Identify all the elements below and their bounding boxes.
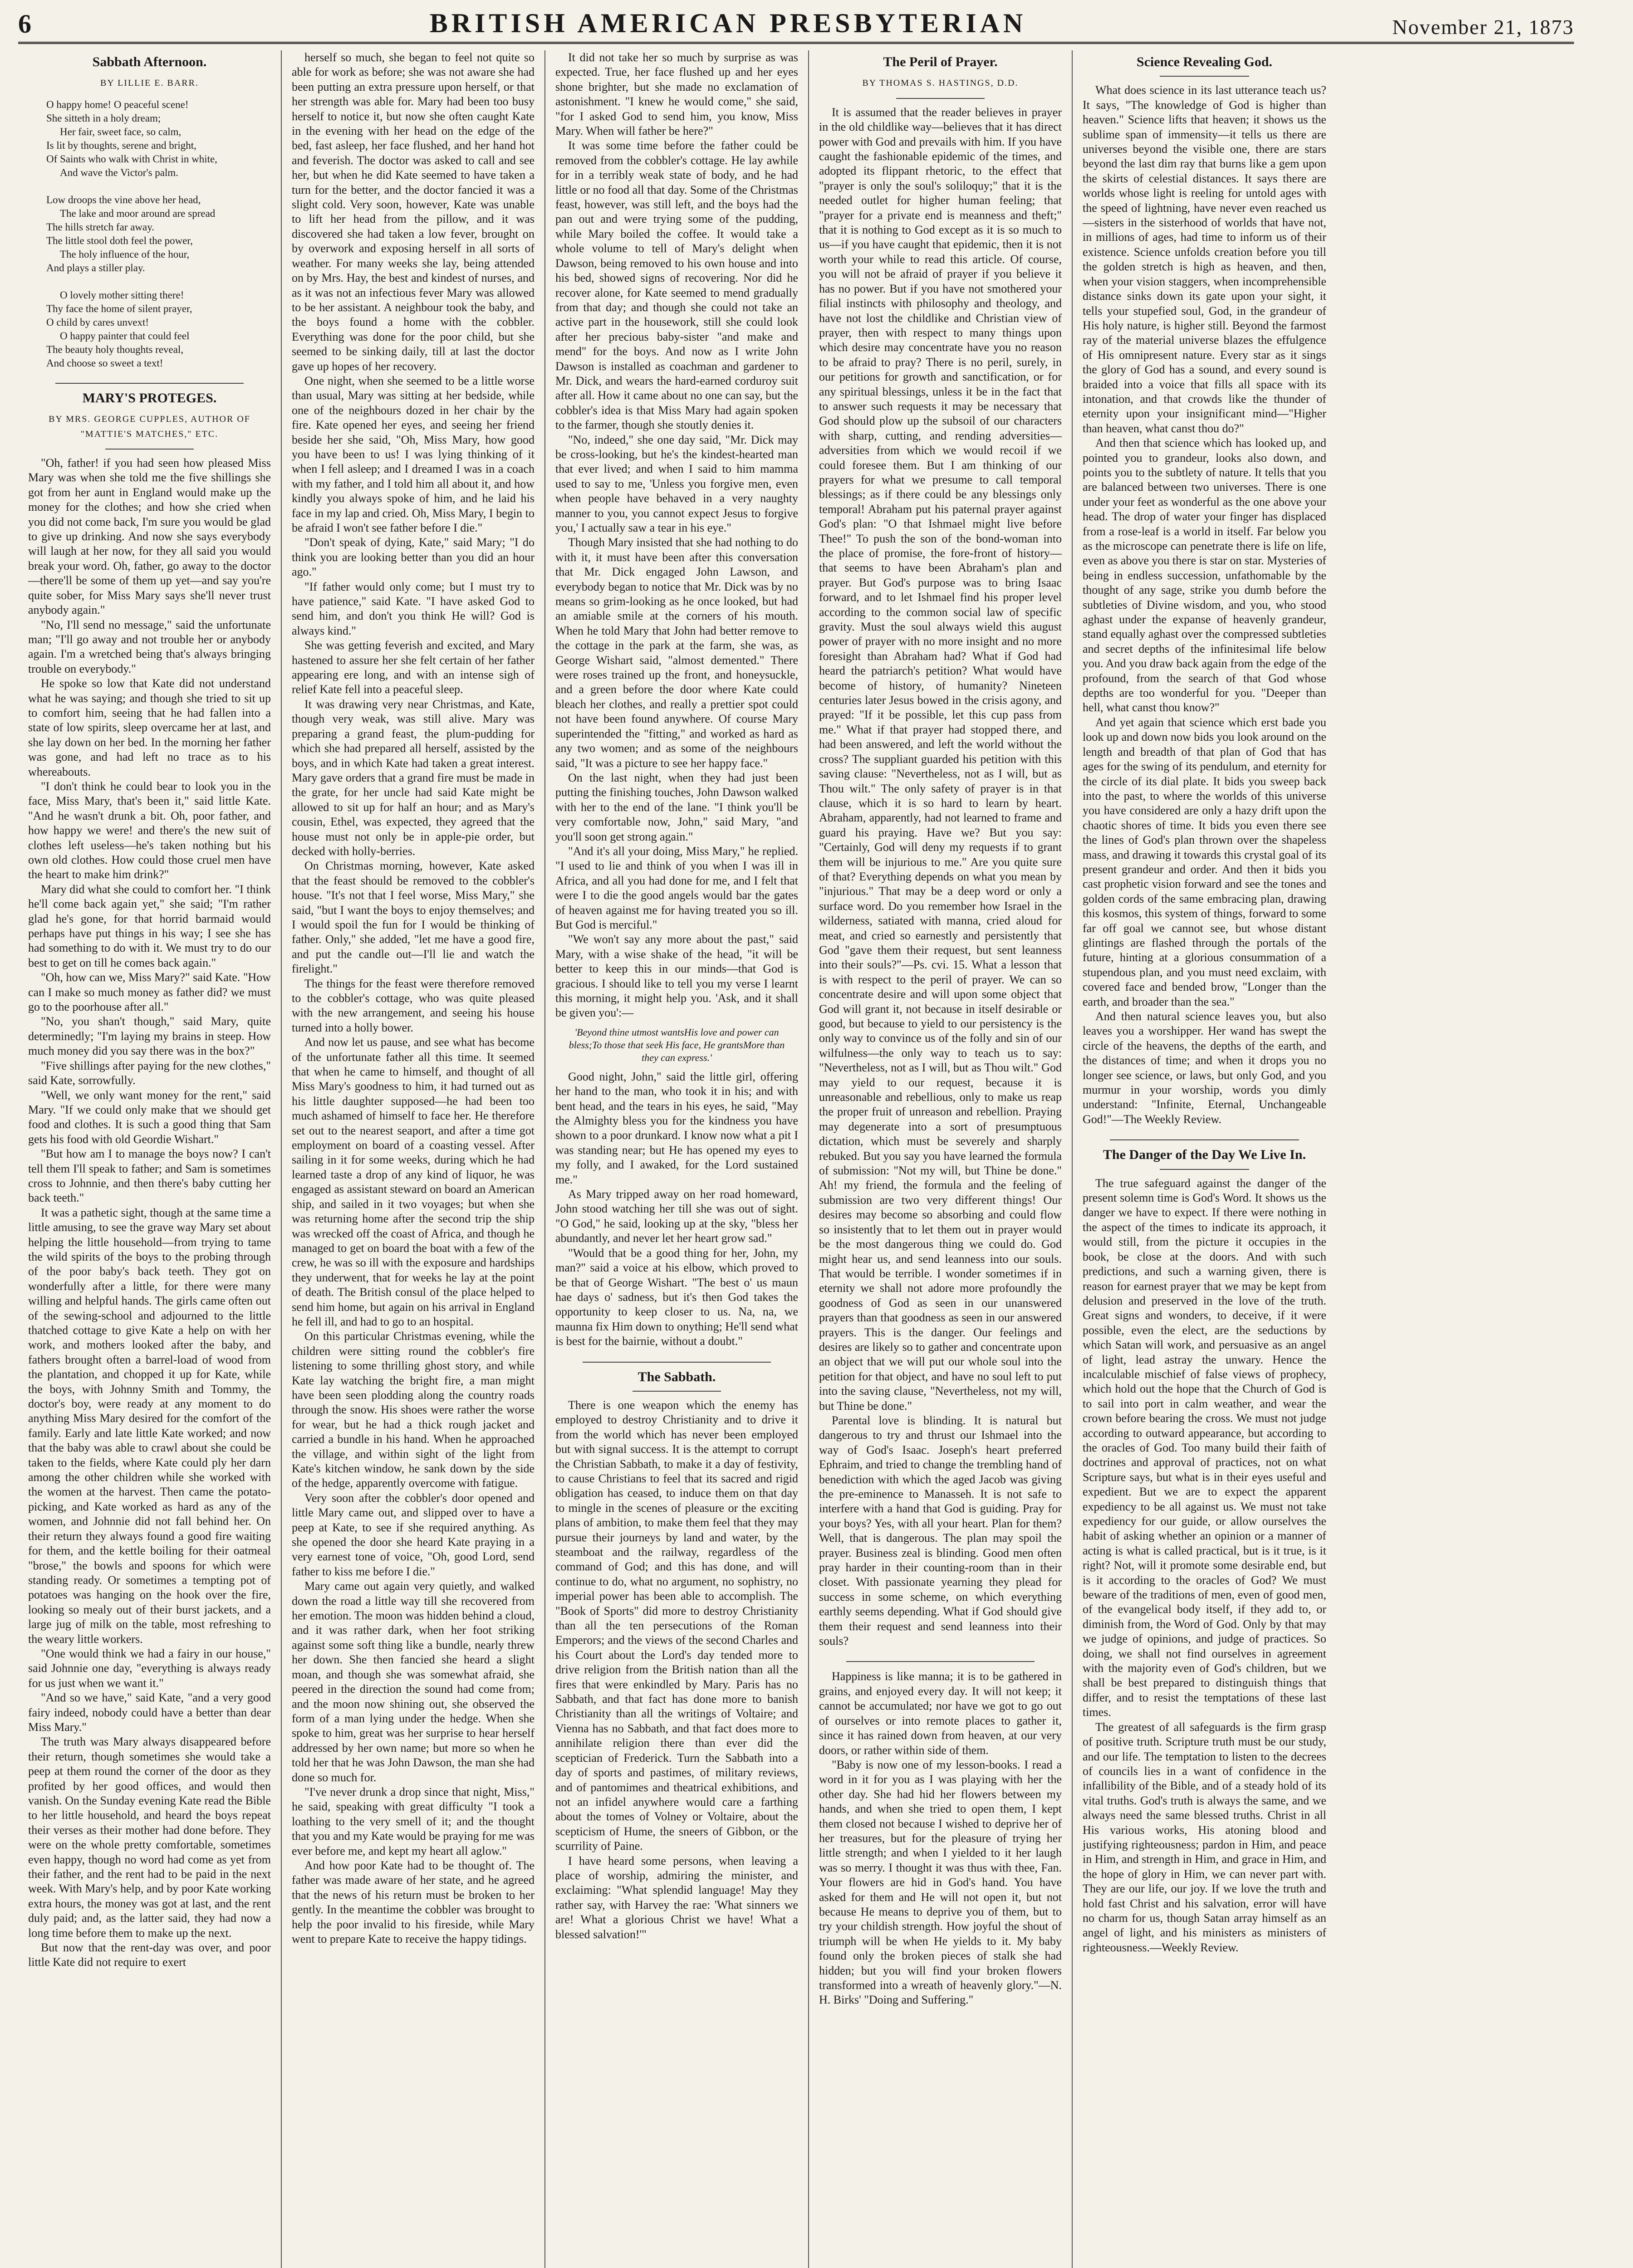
story-conclusion bbox=[555, 50, 798, 1021]
verse-line: Of Saints who walk with Christ in white, bbox=[46, 153, 217, 165]
masthead bbox=[18, 9, 1574, 44]
paragraph: "We won't say any more about the past," said Mary, with a wise shake of the head, "it will be better to keep this in our minds—that God is gracious. I should like to tell you my verse I learnt this morning, it might help you. 'Ask, and it shall be given you':— bbox=[555, 933, 798, 1020]
paragraph: Very soon after the cobbler's door opened and little Mary came out, and slipped over to have a peep at Kate, to see if she required anything. As she opened the door she heard Kate praying in a very earnest tone of voice, "Oh, good Lord, send father to kiss me before I die." bbox=[292, 1491, 535, 1578]
paragraph: The truth was Mary always disappeared before their return, though sometimes she would take a peep at them round the corner of the door as they profited by her good offices, and would then vanish. On the Sunday evening Kate read the Bible to her little household, and heard the boys repeat their verses as their mother had done before. They were on the whole pretty comfortable, sometimes even happy, though no word had come as yet from their father, and the rent had to be paid in the next week. With Mary's help, and by poor Kate working extra hours, the money was got at last, and the rent duly paid; and, as the latter said, they had now a long time before them to make up the next. bbox=[28, 1735, 271, 1940]
divider bbox=[1160, 1169, 1249, 1170]
paragraph: It did not take her so much by surprise as was expected. True, her face flushed up and her eyes shone brighter, but she made no exclamation of astonishment. "I knew he would come," she said, "for I asked God to send him, you know, Miss Mary. When will father be here?" bbox=[555, 51, 798, 138]
danger-article bbox=[1083, 1176, 1326, 1955]
verse-line: And wave the Victor's palm. bbox=[60, 166, 179, 178]
verse-line: O child by cares unvext! bbox=[46, 316, 149, 328]
story-title: MARY'S PROTEGES. bbox=[82, 390, 217, 406]
poem-author: BY LILLIE E. BARR. bbox=[100, 78, 199, 88]
verse-line: And choose so sweet a text! bbox=[46, 357, 163, 369]
verse-line: Thy face the home of silent prayer, bbox=[46, 303, 192, 314]
paragraph: I have heard some persons, when leaving a place of worship, admiring the minister, and exclaiming: "What splendid language! May they rather say, with Harvey the rae: 'What sinners we are! What a glorious Christ we have! What a blessed salvation!'" bbox=[555, 1854, 798, 1941]
paragraph: But now that the rent-day was over, and poor little Kate did not require to exert bbox=[28, 1941, 271, 1969]
verse-line: His love and power can bless; bbox=[569, 1026, 779, 1051]
columns bbox=[18, 50, 1601, 2268]
paragraph: And yet again that science which erst bade you look up and down now bids you look around on the length and breadth of that plan of God that has ages for the swing of its pendulum, and eternity for the circle of its dial plate. It bids you sweep back into the past, to where the worlds of this universe you have considered are only a hazy drift upon the chaotic shores of time. It bids you even there see the lines of God's plan thrown over the shapeless mass, and drawing it towards this crystal goal of its present grandeur and order. And then it bids you cast prophetic vision forward and see the tones and golden cords of the same embracing plan, drawing this kosmos, this system of things, forward to some far off goal we cannot see, but whose distant glintings are flashed through the portals of the future, hinting at a glorious consummation of a stupendous plan, and you must need exclaim, with covered face and bended brow, "Longer than the earth, and broader than the sea." bbox=[1083, 715, 1326, 1008]
verse-line: The little stool doth feel the power, bbox=[46, 235, 193, 246]
verse-line: The lake and moor around are spread bbox=[60, 207, 216, 219]
paragraph: "And it's all your doing, Miss Mary," he replied. "I used to lie and think of you when I was ill in Africa, and all you had done for me, and I felt that were I to die the good angels would bar the gates of heaven against me for having treated you so ill. But God is merciful." bbox=[555, 844, 798, 931]
divider bbox=[633, 1391, 721, 1392]
newspaper-title: BRITISH AMERICAN PRESBYTERIAN bbox=[429, 8, 1027, 38]
hymn-verse bbox=[564, 1026, 789, 1064]
verse-line: The hills stretch far away. bbox=[46, 221, 154, 233]
divider bbox=[1160, 76, 1249, 77]
paragraph: "Well, we only want money for the rent," said Mary. "If we could only make that we should get food and clothes. It is such a good thing that Sam gets his food with old Geordie Wishart." bbox=[28, 1088, 271, 1146]
paragraph: Though Mary insisted that she had nothing to do with it, it must have been after this conversation that Mr. Dick engaged John Lawson, and everybody began to notice that Mr. Dick was by no means so grim-looking as he once looked, but had an amiable smile at the corners of his mouth. When he told Mary that John had better remove to the cottage in the park at the farm, she was, as George Wishart said, "almost demented." There were roses trained up the front, and honeysuckle, and a green before the door where Kate could bleach her clothes, and really a prettier spot could not have been found anywhere. Of course Mary superintended the "fitting," and worked as hard as any two women; and as some of the neighbours said, "It was a picture to see her happy face." bbox=[555, 536, 798, 770]
verse-line: O happy home! O peaceful scene! bbox=[46, 98, 189, 110]
verse-line: More than they can express.' bbox=[642, 1039, 785, 1063]
column-3 bbox=[545, 50, 809, 2268]
paragraph: The greatest of all safeguards is the firm grasp of positive truth. Scripture truth must be our study, and our life. The temptation to listen to the decrees of councils lies in a want of confidence in the infallibility of the Bible, and of a steady hold of its vital truths. God's truth is always the same, and we always need the same blessed truths. Christ in all His various works, His atoning blood and justifying righteousness; pardon in Him, and peace in Him, and strength in Him, and grace in Him, and the hope of glory in Him, we can never part with. They are our life, our joy. If we love the truth and hold fast Christ and his salvation, error will have no charm for us, though Satan array himself as an angel of light, and his ministers as ministers of righteousness.—Weekly Review. bbox=[1083, 1720, 1326, 1954]
paragraph: Parental love is blinding. It is natural but dangerous to try and thrust our Ishmael into the way of God's Isaac. Joseph's heart preferred Ephraim, and tried to change the trembling hand of benediction with which the aged Jacob was giving the pre-eminence to Manasseh. It is not safe to interfere with a hand that God is guiding. Pray for your boys? Yes, with all your heart. Plan for them? Well, that is dangerous. The plan may spoil the prayer. Business zeal is blinding. Good men often pray harder in their counting-room than in their closet. With passionate yearning they plead for success in some scheme, on which everything earthly seems depending. What if God should give them their request and send leanness into their souls? bbox=[819, 1413, 1062, 1648]
paragraph: And then that science which has looked up, and pointed you to grandeur, looks also down, and points you to the subtlety of nature. It tells that you are balanced between two universes. There is one under your feet as wonderful as the one above your head. The drop of water your finger has displaced from a rose-leaf is a world in itself. Far below you as the microscope can penetrate there is life on life, even as above you there is star on star. Mysteries of being in endless succession, unfathomable by the thought of any sage, strike you dumb before the subtleties of Divine wisdom, and you, who stood aghast under the expanse of heavenly grandeur, stand equally aghast over the compressed subtleties and secret depths of the infinitesimal life below you. And you draw back again from the edge of the profound, from the search of that God whose depths are too wonderful for you. "Deeper than hell, what canst thou know?" bbox=[1083, 436, 1326, 714]
paragraph: "Oh, father! if you had seen how pleased Miss Mary was when she told me the five shillings she got from her aunt in England would make up the money for the clothes; and how she cried when you did not come back, I'm sure you would be glad to give up drinking. And now she says everybody will laugh at her now, for they all said you would break your word. Oh, father, go away to the doctor—there'll be some of them up yet—and say you're quite sober, for Miss Mary says she'll never trust anybody again." bbox=[28, 456, 271, 617]
verse-line bbox=[46, 275, 271, 288]
divider bbox=[583, 1362, 771, 1363]
verse-line: O happy painter that could feel bbox=[60, 330, 190, 342]
paragraph: "No, I'll send no message," said the unfortunate man; "I'll go away and not trouble her or anybody again. I'm a wretched being that's always bringing trouble on everybody." bbox=[28, 618, 271, 675]
paragraph: There is one weapon which the enemy has employed to destroy Christianity and to drive it from the world which has never been employed but with signal success. It is the attempt to corrupt the Christian Sabbath, to make it a day of festivity, to cause Christians to feel that its sacred and rigid obligation has ceased, to induce them on that day to mingle in the scenes of pleasure or the exciting plans of ambition, to make them feel that they may pursue their journeys by land and water, by the steamboat and the railway, regardless of the command of God; and this has done, and will continue to do, what no argument, no sophistry, no imperial power has been able to accomplish. The "Book of Sports" did more to destroy Christianity than all the ten persecutions of the Roman Emperors; and the views of the second Charles and his Court about the Lord's day tended more to drive religion from the British nation than all the fires that were enkindled by Mary. Paris has no Sabbath, and that fact has done more to banish Christianity than all the writings of Voltaire; and Vienna has no Sabbath, and that fact does more to annihilate religion there than ever did the sceptician of Frederick. Turn the Sabbath into a day of sports and pastimes, of military reviews, and of pantomimes and theatrical exhibitions, and not an infidel anywhere would care a farthing about the tomes of Volney or Voltaire, about the scepticism of Hume, the sneers of Gibbon, or the scurrility of Paine. bbox=[555, 1398, 798, 1853]
verse-line: 'Beyond thine utmost wants bbox=[574, 1026, 684, 1038]
science-title: Science Revealing God. bbox=[1136, 54, 1273, 69]
page-number: 6 bbox=[18, 9, 31, 39]
story-body bbox=[28, 456, 271, 1970]
short-items bbox=[819, 1669, 1062, 2007]
paragraph: "No, indeed," she one day said, "Mr. Dick may be cross-looking, but he's the kindest-hearted man that ever lived; and when I said to him mamma used to say to me, 'Unless you forgive men, even when people have behaved in a very naughty manner to you, you cannot expect Jesus to forgive you,' I actually saw a tear in his eye." bbox=[555, 433, 798, 534]
paragraph: "No, you shan't though," said Mary, quite determinedly; "I'm laying my brains in steep. How much money did you say there was in the box?" bbox=[28, 1015, 271, 1058]
paragraph: herself so much, she began to feel not quite so able for work as before; she was not aware she had been putting an extra pressure upon herself, or that her strength was able for. Mary had been too busy herself to notice it, but now she often caught Kate in the evening with her head on the edge of the bed, fast asleep, her face flushed, and her hand hot and feverish. The doctor was asked to call and see her, but when he did Kate seemed to have taken a turn for the better, and the doctor fancied it was a slight cold. Very soon, however, Kate was unable to lift her head from the pillow, and it was discovered she had taken a low fever, brought on by overwork and exposing herself in all sorts of weather. For many weeks she lay, being attended on by Mrs. Hay, the best and kindest of nurses, and as it was not an infectious fever Mary was allowed to be her assistant. A neighbour took the baby, and the boys found a home with the cobbler. Everything was done for the poor child, but she seemed to be sinking daily, till at last the doctor gave up hopes of her recovery. bbox=[292, 51, 535, 373]
paragraph: As Mary tripped away on her road homeward, John stood watching her till she was out of sight. "O God," he said, looking up at the sky, "bless her abundantly, and never let her heart grow sad." bbox=[555, 1188, 798, 1245]
peril-title: The Peril of Prayer. bbox=[883, 54, 998, 69]
story-ending bbox=[555, 1070, 798, 1349]
paragraph: On Christmas morning, however, Kate asked that the feast should be removed to the cobbler's house. "It's not that I feel worse, Miss Mary," she said, "but I want the boys to enjoy themselves; and I would spoil the fun for I would be thinking of father. Only," she added, "let me have a good fire, and put the candle out—I'll lie and watch the firelight." bbox=[292, 859, 535, 976]
poem-title: Sabbath Afternoon. bbox=[92, 54, 207, 69]
verse-line: She sitteth in a holy dream; bbox=[46, 112, 161, 124]
paragraph: He spoke so low that Kate did not understand what he was saying; and though she tried to sit up to comfort him, seeing that he had fallen into a state of low spirits, sleep overcame her at last, and she lay down on her bed. In the morning her father was gone, and had left no trace as to his whereabouts. bbox=[28, 677, 271, 778]
paragraph: "And so we have," said Kate, "and a very good fairy indeed, nobody could have a better than dear Miss Mary." bbox=[28, 1691, 271, 1734]
paragraph: "Five shillings after paying for the new clothes," said Kate, sorrowfully. bbox=[28, 1059, 271, 1087]
verse-line: Is lit by thoughts, serene and bright, bbox=[46, 139, 196, 151]
verse-line: The beauty holy thoughts reveal, bbox=[46, 343, 184, 355]
paragraph: And now let us pause, and see what has become of the unfortunate father all this time. It seemed that when he came to himself, and thought of all Miss Mary's goodness to him, it had turned out as his little daughter supposed—he had been too much ashamed of himself to face her. He therefore set out to the nearest seaport, and after a time got employment on board of a coasting vessel. After sailing in it for some weeks, during which he had learned taste a drop of any kind of liquor, he was engaged as assistant steward on board an American ship, and sailed in it two voyages; but when she was returning home after the second trip the ship was wrecked off the coast of Africa, and though he managed to get on board the boat with a few of the crew, he was so ill with the exposure and hardships they underwent, that for weeks he lay at the point of death. The British consul of the place helped to send him home, but again on his arrival in England he fell ill, and had to go to an hospital. bbox=[292, 1036, 535, 1328]
paragraph: "But how am I to manage the boys now? I can't tell them I'll speak to father; and Sam is sometimes cross to Johnnie, and then there's baby cutting her back teeth." bbox=[28, 1147, 271, 1205]
divider bbox=[105, 449, 194, 450]
paragraph: "Baby is now one of my lesson-books. I read a word in it for you as I was playing with her the other day. She had hid her flowers between my hands, and when she tried to open them, I kept them closed not because I wished to deprive her of her treasures, but for the pleasure of trying her little strength; and when I yielded to it her laugh was so merry. I thought it was thus with thee, Fan. Your flowers are hid in God's hand. You have asked for them and He will not open it, but not because He means to deprive you of them, but to try your childish strength. How joyful the shout of triumph will be when He yields to it. My baby found only the broken pieces of stalk she had hidden; but you will find your broken flowers transformed into a wreath of heavenly glory."—N. H. Birks' "Doing and Suffering." bbox=[819, 1758, 1062, 2007]
poem-body bbox=[46, 98, 271, 370]
sabbath-title: The Sabbath. bbox=[638, 1369, 716, 1384]
paragraph: "One would think we had a fairy in our house," said Johnnie one day, "everything is always ready for us just when we want it." bbox=[28, 1647, 271, 1690]
paragraph: What does science in its last utterance teach us? It says, "The knowledge of God is higher than heaven." Science lifts that heaven; it shows us the sublime span of immensity—it tells us there are universes beyond the visible one, there are stars beyond the last dim ray that burns like a gem upon the skirts of celestial distances. It says there are worlds whose light is reeling for untold ages with the speed of lightning, have never even reached us—sisters in the sisterhood of worlds that have not, in millions of ages, had time to inform us of their existence. Science unfolds creation before you till the golden stretch is high as heaven, and then, when your vision staggers, when incomprehensible distance sinks down its gate upon your sight, it tells your stupefied soul, God, in the grandeur of His holy nature, is higher still. Beyond the farmost ray of the material universe blazes the effulgence of His omnipresent nature. Every star as it sings the glory of God has a sound, and every sound is braided into a voice that fills all space with its intonation, and that crowds like the thunder of eternity upon your insignificant mind—"Higher than heaven, what canst thou do?" bbox=[1083, 83, 1326, 435]
divider bbox=[55, 383, 244, 384]
peril-author: BY THOMAS S. HASTINGS, D.D. bbox=[862, 78, 1019, 88]
paragraph: The things for the feast were therefore removed to the cobbler's cottage, who was quite pleased with the new arrangement, and seeing his house turned into a holly bower. bbox=[292, 977, 535, 1034]
paragraph: "I've never drunk a drop since that night, Miss," he said, speaking with great difficulty "I took a loathing to the very smell of it; and the thought that you and my Kate would be praying for me was ever before me, and kept my heart all aglow." bbox=[292, 1785, 535, 1857]
column-2 bbox=[282, 50, 545, 2268]
column-1 bbox=[18, 50, 282, 2268]
story-author: BY MRS. GEORGE CUPPLES, AUTHOR OF "MATTIE'S MATCHES," ETC. bbox=[49, 414, 250, 439]
paragraph: The true safeguard against the danger of the present solemn time is God's Word. It shows us the danger we have to expect. If there were nothing in the aspect of the times to indicate its approach, it would still, from the picture it occupies in the book, be close at the doors. And with such predictions, and such a warning given, there is reason for earnest prayer that we may be kept from delusion and preserved in the love of the truth. Great signs and wonders, to deceive, if it were possible, even the elect, are the seductions by which Satan will work, and persuasive as an angel of light, lead astray the unwary. Hence the incalculable mischief of false views of prophecy, which hold out the hope that the Church of God is to sail into port in calm weather, and wear the crown before bearing the cross. We must not judge according to outward appearance, but according to the oracles of God. Too many build their faith of doctrines and approval of practices, not on what Scripture says, but what is in their eyes useful and expedient. But we are to expect the apparent expediency to be all against us. We must not take expediency for our guide, or allow ourselves the habit of asking whether an opinion or a manner of acting is what is called practical, but is it true, is it right? Not, will it promote some desirable end, but is it according to the oracles of God? We must beware of the traditions of men, even of good men, of the evangelical body itself, if they add to, or diminish from, the Word of God. Only by that may we judge of opinions, and judge of practices. So doing, we shall not find ourselves in agreement with the majority even of God's children, but we shall be best prepared to distinguish things that differ, and to resist the temptations of these last times. bbox=[1083, 1176, 1326, 1719]
paragraph: Happiness is like manna; it is to be gathered in grains, and enjoyed every day. It will not keep; it cannot be accumulated; nor have we got to go out of ourselves or into remote places to gather it, since it has rained down from heaven, at our very doors, or rather within side of them. bbox=[819, 1670, 1062, 1757]
verse-line: To those that seek His face, He grants bbox=[592, 1039, 743, 1051]
verse-line: O lovely mother sitting there! bbox=[60, 289, 184, 301]
verse-line: Her fair, sweet face, so calm, bbox=[60, 126, 181, 137]
science-article bbox=[1083, 83, 1326, 1127]
story-continued bbox=[292, 50, 535, 1946]
paragraph: Mary came out again very quietly, and walked down the road a little way till she recovered from her emotion. The moon was hidden behind a cloud, and it was rather dark, when her foot striking against some soft thing like a bundle, nearly threw her down. She then fancied she heard a slight moan, and though she was somewhat afraid, she peered in the direction the sound had come from; and the moon now shining out, she observed the form of a man lying under the hedge. When she spoke to him, great was her surprise to hear herself addressed by her own name; but more so when he told her that he was John Dawson, the man she had done so much for. bbox=[292, 1579, 535, 1784]
issue-date: November 21, 1873 bbox=[1392, 15, 1574, 39]
paragraph: It was a pathetic sight, though at the same time a little amusing, to see the grave way Mary set about helping the little household—from trying to tame the wild spirits of the boys to the probing through of the poor baby's back teeth. They got on wonderfully after a little, for there were many willing and helpful hands. The girls came often out of the sewing-school and adjourned to the little thatched cottage to give Kate a help on with her work, and mothers looked after the baby, and fathers brought often a barrel-load of wood from the plantation, and chopped it up for Kate, while the boys, with Johnny Smith and Tommy, the doctor's boy, were ready at any moment to do anything Miss Mary desired for the comfort of the family. Early and late little Kate worked; and now that the baby was able to crawl about she could be taken to the fields, where Kate could ply her darn among the other children while she worked with the women at the harvest. Then came the potato-picking, and Kate worked as hard as any of the women, and Johnnie did not fall behind her. On their return they always found a good fire waiting for them, and the kettle boiling for their oatmeal "brose," the bowls and spoons for which were standing ready. Or sometimes a tempting pot of potatoes was hanging on the hook over the fire, looking so mealy out of their burst jackets, and a large jug of milk on the table, most refreshing to the weary little workers. bbox=[28, 1206, 271, 1646]
paragraph: On the last night, when they had just been putting the finishing touches, John Dawson walked with her to the end of the lane. "I think you'll be very comfortable now, John," said Mary, "and you'll soon get strong again." bbox=[555, 771, 798, 843]
paragraph: It is assumed that the reader believes in prayer in the old childlike way—believes that it has direct power with God and prevails with him. If you have caught the fashionable epidemic of the times, and adopted its flippant rhetoric, to the effect that "prayer is only the soul's soliloquy;" that it is the needed outlet for higher human feeling; that "prayer for a private end is meanness and theft;" that it is nothing to God except as it is so much to us—if you have caught that epidemic, then it is not worth your while to read this article. Of course, you will not be afraid of prayer if you believe it has no power. But if you have not smothered your filial instincts with philosophy and theology, and have not lost the childlike and Christian view of prayer, then with respect to many things upon which desire may concentrate have you no reason to be afraid to pray? There is no peril, surely, in our petitions for growth and sanctification, or for any spiritual blessings, unless it be in the fact that to answer such requests it may be necessary that God should plow up the subsoil of our characters with sharp, cutting, and rending adversities—adversities from which we would recoil if we could foresee them. But I am thinking of our prayers for what we presume to call temporal blessings; as if there could be any blessings only temporal! Abraham put his paternal prayer against God's plan: "O that Ishmael might live before Thee!" To push the son of the bond-woman into the place of promise, the fore-front of history—that seems to have been Abraham's plan and prayer. But God's purpose was to bring Isaac forward, and to let Ishmael find his proper level according to the common social law of specific gravity. Must the soul always wield this august power of prayer with no more insight and no more foresight than Abraham had? What if God had heard the patriarch's petition? What would have become of history, of humanity? Nineteen centuries later Jesus bowed in the crisis agony, and prayed: "If it be possible, let this cup pass from me." What if that prayer had stopped there, and had been answered, and left the world without the cross? The suppliant guarded his petition with this saving clause: "Nevertheless, not as I will, but as Thou wilt." The only safety of prayer is in that clause, which it is so hard to learn by heart. Abraham, apparently, had not learned to frame and guard his praying. Have we? But you say: "Certainly, God will deny my requests if to grant them will be injurious to me." Are you quite sure of that? Everything depends on what you mean by "injurious." That may be a deep word or only a surface word. Do you remember how Israel in the wilderness, satiated with manna, cried aloud for meat, and cried so earnestly and persistently that God "gave them their request, but sent leanness into their souls?"—Ps. cvi. 15. What a lesson that is with respect to the peril of prayer. We can so concentrate desire and will upon some object that God will grant it, not because in itself desirable or good, but because to yield to our persistency is the only way to convince us of the folly and sin of our wilfulness—the only way to teach us to say: "Nevertheless, not as I will, but as Thou wilt." God may yield to our request, because it is unreasonable and rebellious, only to make us reap the proper fruit of unreason and rebellion. Praying may degenerate into a sort of presumptuous dictation, which must be severely and sharply rebuked. But you say you have learned the formula of submission: "Not my will, but Thine be done." Ah! my friend, the formula and the feeling of submission are two very different things! Our desires may become so absorbing and could flow so insistently that to let them out in prayer would be the most dangerous thing we could do. God might hear us, and send leanness into our souls. That would be terrible. I wonder sometimes if in eternity we shall not adore more profoundly the goodness of God as seen in our unanswered prayers than that goodness as seen in our answered prayers. This is the danger. Our feelings and desires are likely so to gather and concentrate upon an object that we will put our whole soul into the petition for that object, and have no soul left to put into the saving clause, "Nevertheless, not my will, but Thine be done." bbox=[819, 105, 1062, 1413]
paragraph: It was some time before the father could be removed from the cobbler's cottage. He lay awhile for in a terribly weak state of body, and he had little or no food all that day. Some of the Christmas feast, however, was still left, and the boys had the pan out and were trying some of the pudding, while Mary boiled the coffee. It would take a whole volume to tell of Mary's delight when Dawson, being removed to his own house and into his bed, showed signs of recovering. Nor did he recover alone, for Kate seemed to mend gradually from that day; and though she could not take an active part in the housework, still she could look after her precious baby-sister "and make and mend" for the boys. And now as I write John Dawson is installed as coachman and gardener to Mr. Dick, and wears the hard-earned corduroy suit after all. How it came about no one can say, but the cobbler's idea is that Miss Mary had again spoken to the farmer, though she stoutly denies it. bbox=[555, 139, 798, 432]
danger-title: The Danger of the Day We Live In. bbox=[1103, 1147, 1306, 1163]
paragraph: And how poor Kate had to be thought of. The father was made aware of her state, and he agreed that the news of his return must be broken to her gently. In the meantime the cobbler was brought to help the poor invalid to his fireside, while Mary went to prepare Kate to receive the happy tidings. bbox=[292, 1858, 535, 1945]
verse-line: And plays a stiller play. bbox=[46, 262, 145, 274]
paragraph: "Would that be a good thing for her, John, my man?" said a voice at his elbow, which proved to be that of George Wishart. "The best o' us maun hae days o' sadness, but it's then God takes the opportunity to keep closer to us. Na, na, we maunna fix Him down to onything; He'll send what is best for the bairnie, without a doubt." bbox=[555, 1246, 798, 1348]
paragraph: "If father would only come; but I must try to have patience," said Kate. "I have asked God to send him, and don't you think He will? God is always kind." bbox=[292, 580, 535, 637]
column-4 bbox=[809, 50, 1073, 2268]
divider bbox=[1110, 1139, 1299, 1140]
sabbath-article bbox=[555, 1398, 798, 1942]
paragraph: Mary did what she could to comfort her. "I think he'll come back again yet," she said; "I'm rather glad he's gone, for that horrid barmaid would perhaps have put things in his way; I see she has had something to do with it. We must try to do our best to get on till he comes back again." bbox=[28, 882, 271, 969]
peril-article bbox=[819, 105, 1062, 1649]
column-5 bbox=[1073, 50, 1336, 2268]
verse-line bbox=[46, 180, 271, 193]
verse-line: Low droops the vine above her head, bbox=[46, 194, 201, 205]
divider bbox=[846, 1661, 1035, 1662]
paragraph: One night, when she seemed to be a little worse than usual, Mary was sitting at her bedside, while one of the neighbours dozed in her chair by the fire. Kate opened her eyes, and seeing her friend beside her she said, "Oh, Miss Mary, how good you have been to us! I was lying thinking of it when I fell asleep; and I dreamed I was in a coach with my father, and I told him all about it, and how kindly you always spoke of him, and he laid his face in my lap and cried. Oh, Miss Mary, I begin to be afraid I won't see father before I die." bbox=[292, 374, 535, 534]
divider bbox=[896, 98, 985, 99]
paragraph: On this particular Christmas evening, while the children were sitting round the cobbler's fire listening to some thrilling ghost story, and while Kate lay watching the bright fire, a man might have been seen plodding along the country roads through the snow. His shoes were rather the worse for wear, but he had a thick rough jacket and carried a bundle in his hand. When he approached the village, and within sight of the light from Kate's kitchen window, he sank down by the side of the hedge, apparently overcome with fatigue. bbox=[292, 1330, 535, 1490]
paragraph: "I don't think he could bear to look you in the face, Miss Mary, that's been it," said little Kate. "And he wasn't drunk a bit. Oh, poor father, and how happy we were! and there's the new suit of clothes left useless—he's taken nothing but his own old clothes. How could those cruel men have the heart to make him drink?" bbox=[28, 779, 271, 881]
paragraph: Good night, John," said the little girl, offering her hand to the man, who took it in his; and with bent head, and the tears in his eyes, he said, "May the Almighty bless you for the kindness you have shown to a poor drunkard. I know now what a pit I was standing near; but He has opened my eyes to my folly, and I awaked, for the Lord sustained me." bbox=[555, 1070, 798, 1186]
verse-line: The holy influence of the hour, bbox=[60, 248, 190, 260]
paragraph: "Oh, how can we, Miss Mary?" said Kate. "How can I make so much money as father did? we must go to the poorhouse after all." bbox=[28, 971, 271, 1014]
paragraph: "Don't speak of dying, Kate," said Mary; "I do think you are looking better than you did an hour ago." bbox=[292, 536, 535, 579]
paragraph: She was getting feverish and excited, and Mary hastened to assure her she felt certain of her father appearing ere long, and with an intense sigh of relief Kate fell into a peaceful sleep. bbox=[292, 639, 535, 696]
paragraph: And then natural science leaves you, but also leaves you a worshipper. Her wand has swept the circle of the heavens, the depths of the earth, and the distances of time; and when it drops you no longer see science, or laws, but only God, and you murmur in your worship, words you dimly understand: "Infinite, Eternal, Unchangeable God!"—The Weekly Review. bbox=[1083, 1010, 1326, 1126]
paragraph: It was drawing very near Christmas, and Kate, though very weak, was still alive. Mary was preparing a grand feast, the plum-pudding for which she had prepared all herself, assisted by the boys, and in which Kate had taken a great interest. Mary gave orders that a grand fire must be made in the grate, for her uncle had said Kate might be allowed to sit up for half an hour; and as Mary's cousin, Ethel, was expected, they agreed that the house must not only be in apple-pie order, but decked with holly-berries. bbox=[292, 697, 535, 858]
